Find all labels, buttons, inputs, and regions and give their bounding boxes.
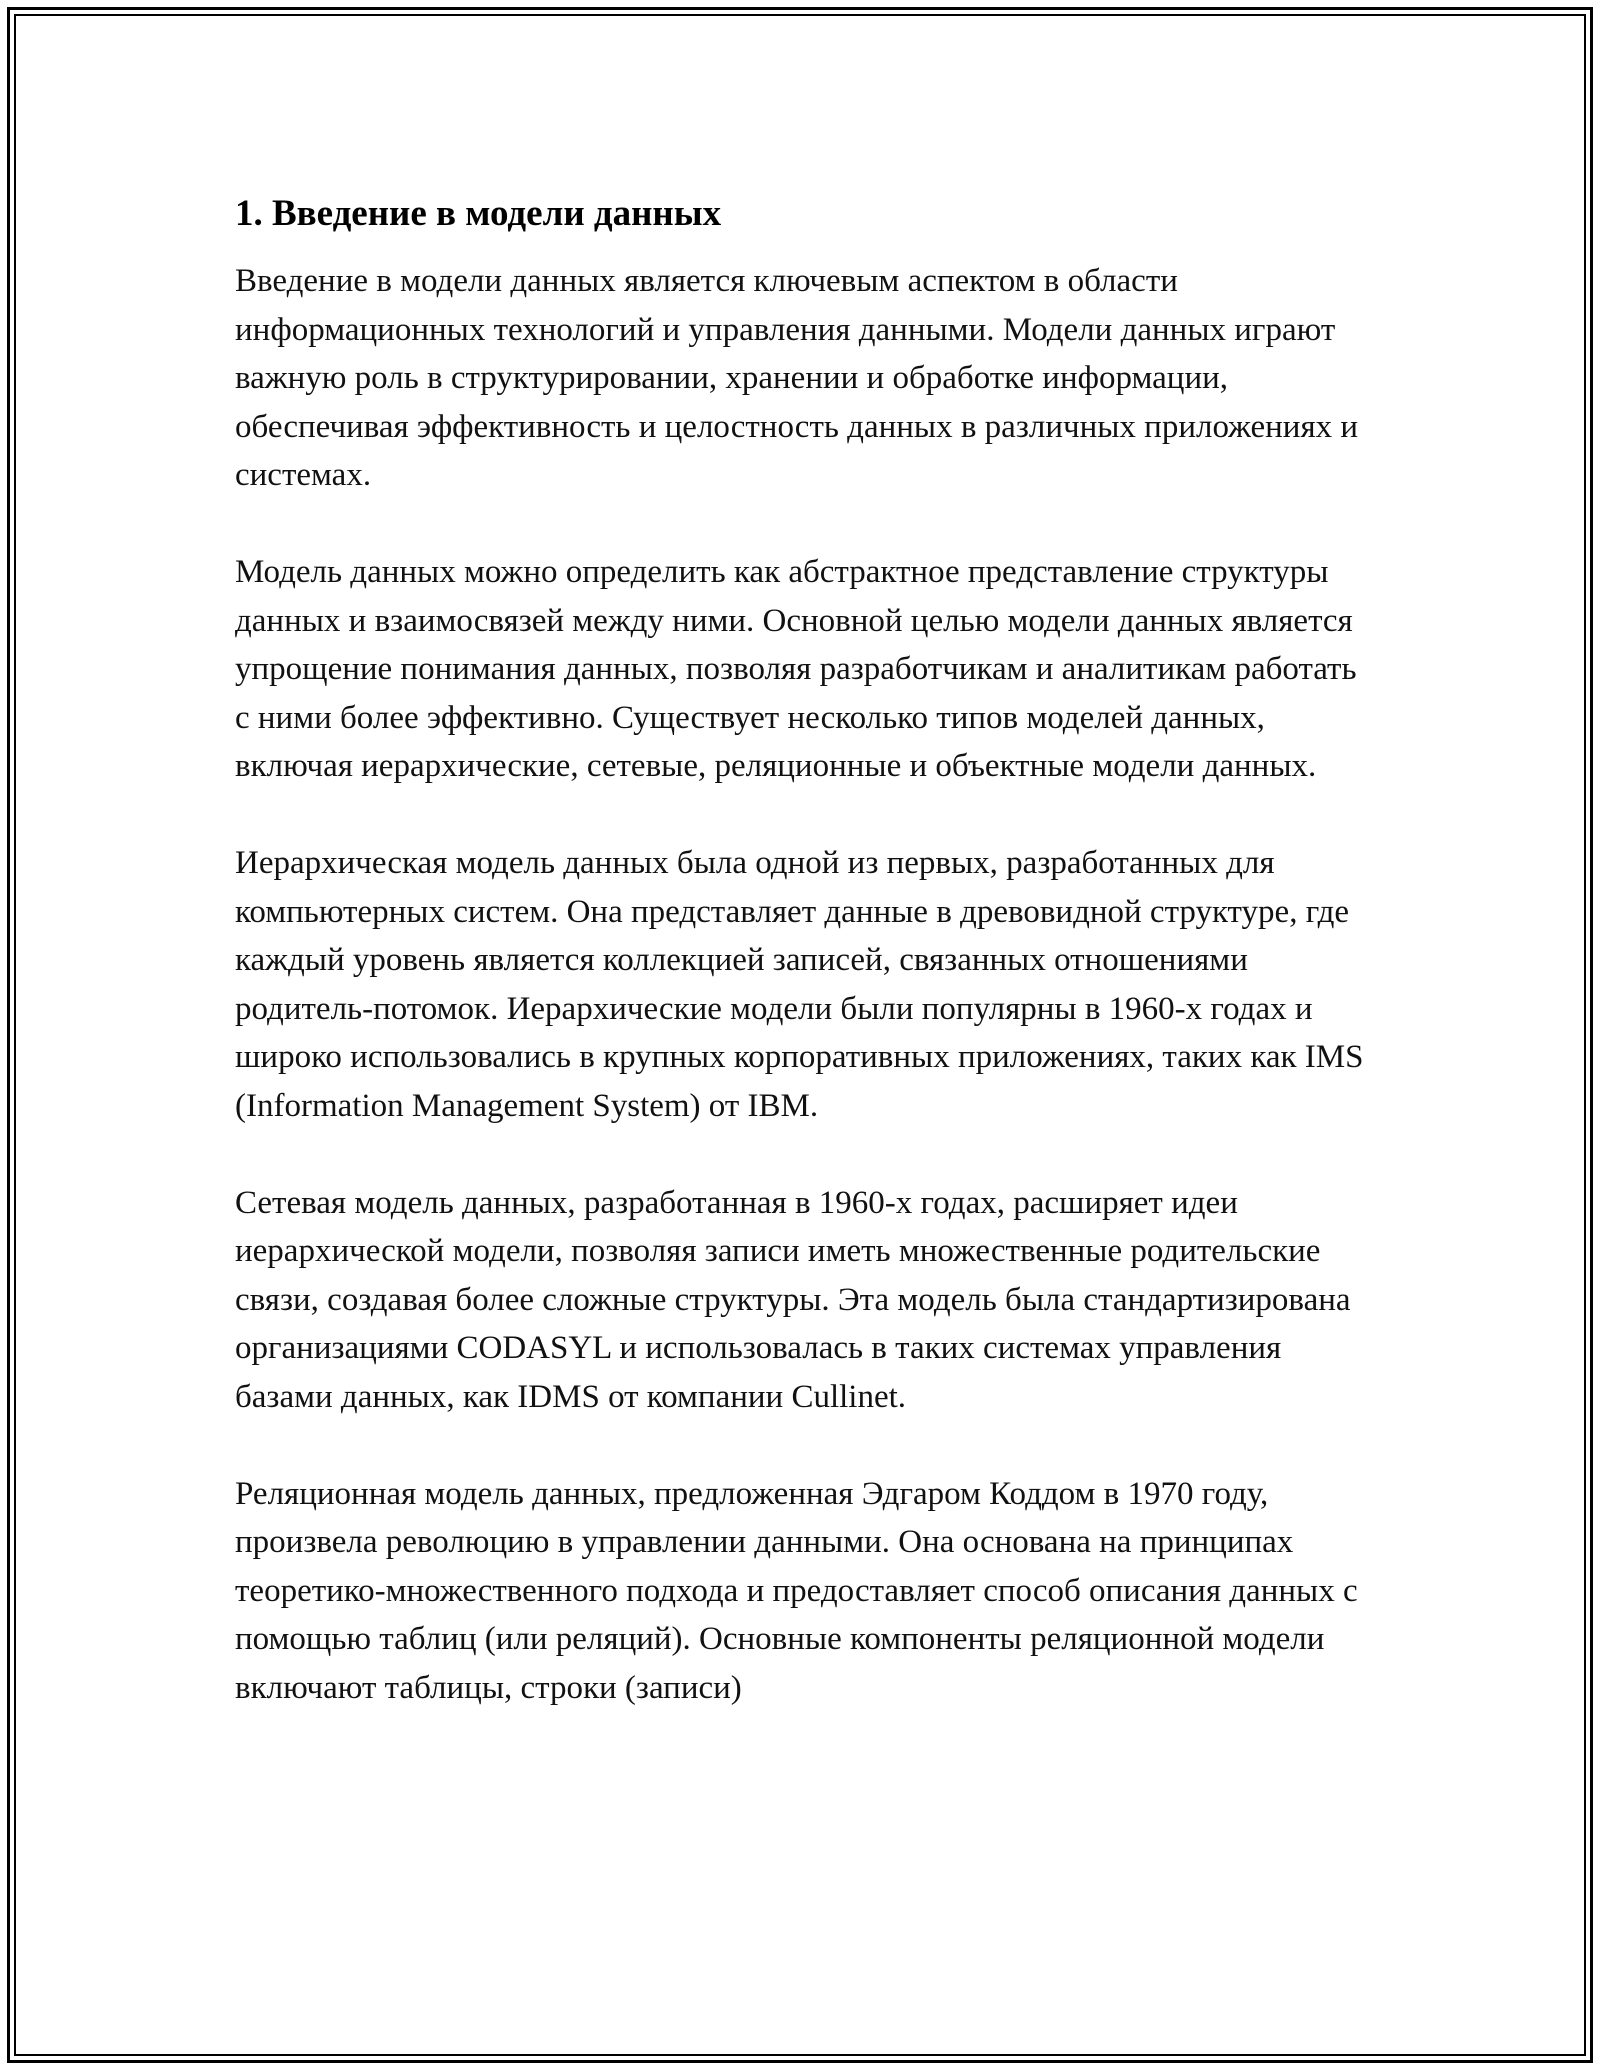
paragraph-definition: Модель данных можно определить как абстрактное представление структуры данных и взаимосвязей между ними. Основной целью модели данных является упрощение понимания данных, позволяя разработчикам и аналитикам работать с ними более эффективно. Существует несколько типов моделей данных, включая иерархические, сетевые, реляционные и объектные модели данных.: [235, 554, 1357, 784]
paragraph-hierarchical: Иерархическая модель данных была одной из первых, разработанных для компьютерных систем. Она представляет данные в древовидной структуре, где каждый уровень является коллекцией записей, связанных отношениями родитель-потомок. Иерархические модели были популярны в 1960-х годах и широко использовались в крупных корпоративных приложениях, таких как IMS (Information Management System) от IBM.: [235, 845, 1364, 1124]
paragraph-intro: Введение в модели данных является ключевым аспектом в области информационных технологий и управления данными. Модели данных играют важную роль в структурировании, хранении и обработке информации, обеспечивая эффективность и целостность данных в различных приложениях и системах.: [235, 263, 1359, 493]
document-body: [235, 185, 1375, 1761]
paragraph-network: Сетевая модель данных, разработанная в 1960-х годах, расширяет идеи иерархической модели, позволяя записи иметь множественные родительские связи, создавая более сложные структуры. Эта модель была стандартизирована организациями CODASYL и использовалась в таких системах управления базами данных, как IDMS от компании Cullinet.: [235, 1184, 1351, 1415]
paragraph-relational: Реляционная модель данных, предложенная Эдгаром Коддом в 1970 году, произвела революцию в управлении данными. Она основана на принципах теоретико-множественного подхода и предоставляет способ описания данных с помощью таблиц (или реляций). Основные компоненты реляционной модели включают таблицы, строки (записи): [235, 1475, 1358, 1706]
section-heading: 1. Введение в модели данных: [235, 193, 722, 234]
